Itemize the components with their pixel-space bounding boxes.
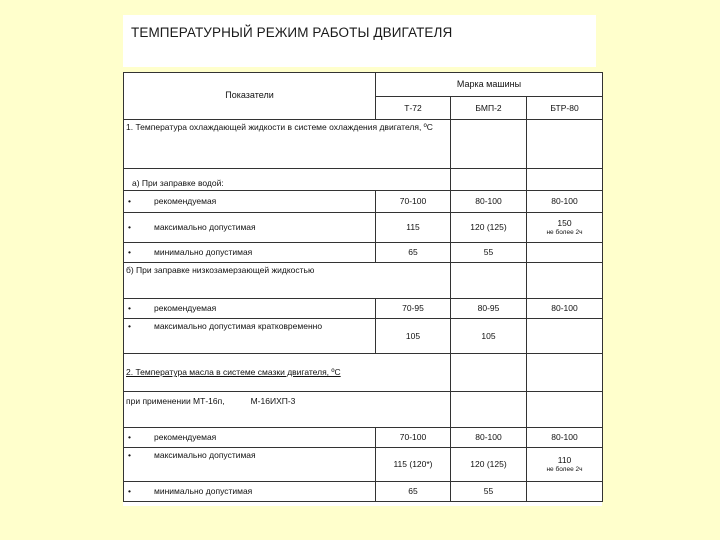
section2-title-row [124,354,603,392]
bullet-icon: • [128,247,131,258]
value-cell-with-note [527,448,603,482]
table-row [124,482,603,502]
indicators-header: Показатели [124,73,376,120]
bullet-icon: • [128,222,131,233]
row-label: рекомендуемая [154,196,217,207]
section1-title-row [124,120,603,169]
temperature-table-wrapper [123,72,602,506]
bullet-icon: • [128,486,131,497]
model-t72: Т-72 [376,97,451,120]
value: 110 [557,455,572,466]
value-cell: 70-100 [376,428,451,448]
table-row [124,191,603,213]
value-cell [527,482,603,502]
usage-row [124,392,603,428]
bullet-icon: • [128,196,131,207]
bullet-icon: • [128,432,131,443]
header-row-1 [124,73,603,97]
model-bmp2: БМП-2 [451,97,527,120]
value-cell: 70-95 [376,299,451,319]
value-cell [527,243,603,263]
value-cell: 80-100 [451,428,527,448]
usage-label: при применении МТ-16п, [126,396,225,406]
value-cell: 70-100 [376,191,451,213]
value-cell: 120 (125) [451,448,527,482]
section2-title: 2. Температура масла в системе смазки двигателя, ºС [126,367,341,378]
value-cell: 115 (120*) [376,448,451,482]
value: 150 [557,218,572,229]
value-cell: 80-100 [527,191,603,213]
row-label: минимально допустимая [154,247,253,258]
row-label: максимально допустимая кратковременно [154,321,323,331]
value-cell: 65 [376,482,451,502]
value-cell: 80-100 [527,428,603,448]
page-title: ТЕМПЕРАТУРНЫЙ РЕЖИМ РАБОТЫ ДВИГАТЕЛЯ [131,25,453,40]
value-cell: 80-100 [451,191,527,213]
model-btr80: БТР-80 [527,97,603,120]
value-cell: 115 [376,213,451,243]
row-label: минимально допустимая [154,486,253,497]
table-row [124,448,603,482]
row-label: максимально допустимая [154,450,256,460]
value-cell [527,319,603,354]
row-label: рекомендуемая [154,432,217,443]
value-cell: 105 [451,319,527,354]
bullet-icon: • [128,303,131,314]
water-label: а) При заправке водой: [124,169,451,191]
brand-header: Марка машины [376,73,603,97]
value-cell: 80-100 [527,299,603,319]
table-row [124,213,603,243]
antifreeze-label-row [124,263,603,299]
value-cell: 120 (125) [451,213,527,243]
value-cell: 55 [451,482,527,502]
value-cell: 65 [376,243,451,263]
table-row [124,299,603,319]
bullet-icon: • [128,450,131,460]
section1-title: 1. Температура охлаждающей жидкости в системе охлаждения двигателя, ºС [124,120,451,169]
table-row [124,428,603,448]
bullet-icon: • [128,321,131,331]
table-row [124,319,603,354]
value-cell: 80-95 [451,299,527,319]
row-label: максимально допустимая [154,222,256,233]
water-label-row [124,169,603,191]
value-cell-with-note [527,213,603,243]
temperature-table [123,72,603,502]
note: не более 2ч [546,228,583,236]
antifreeze-label: б) При заправке низкозамерзающей жидкостью [124,263,451,299]
value-cell: 105 [376,319,451,354]
note: не более 2ч [546,465,583,473]
table-row [124,243,603,263]
title-box [123,15,596,67]
row-label: рекомендуемая [154,303,217,314]
usage-label-2: М-16ИХП-3 [250,396,296,406]
value-cell: 55 [451,243,527,263]
